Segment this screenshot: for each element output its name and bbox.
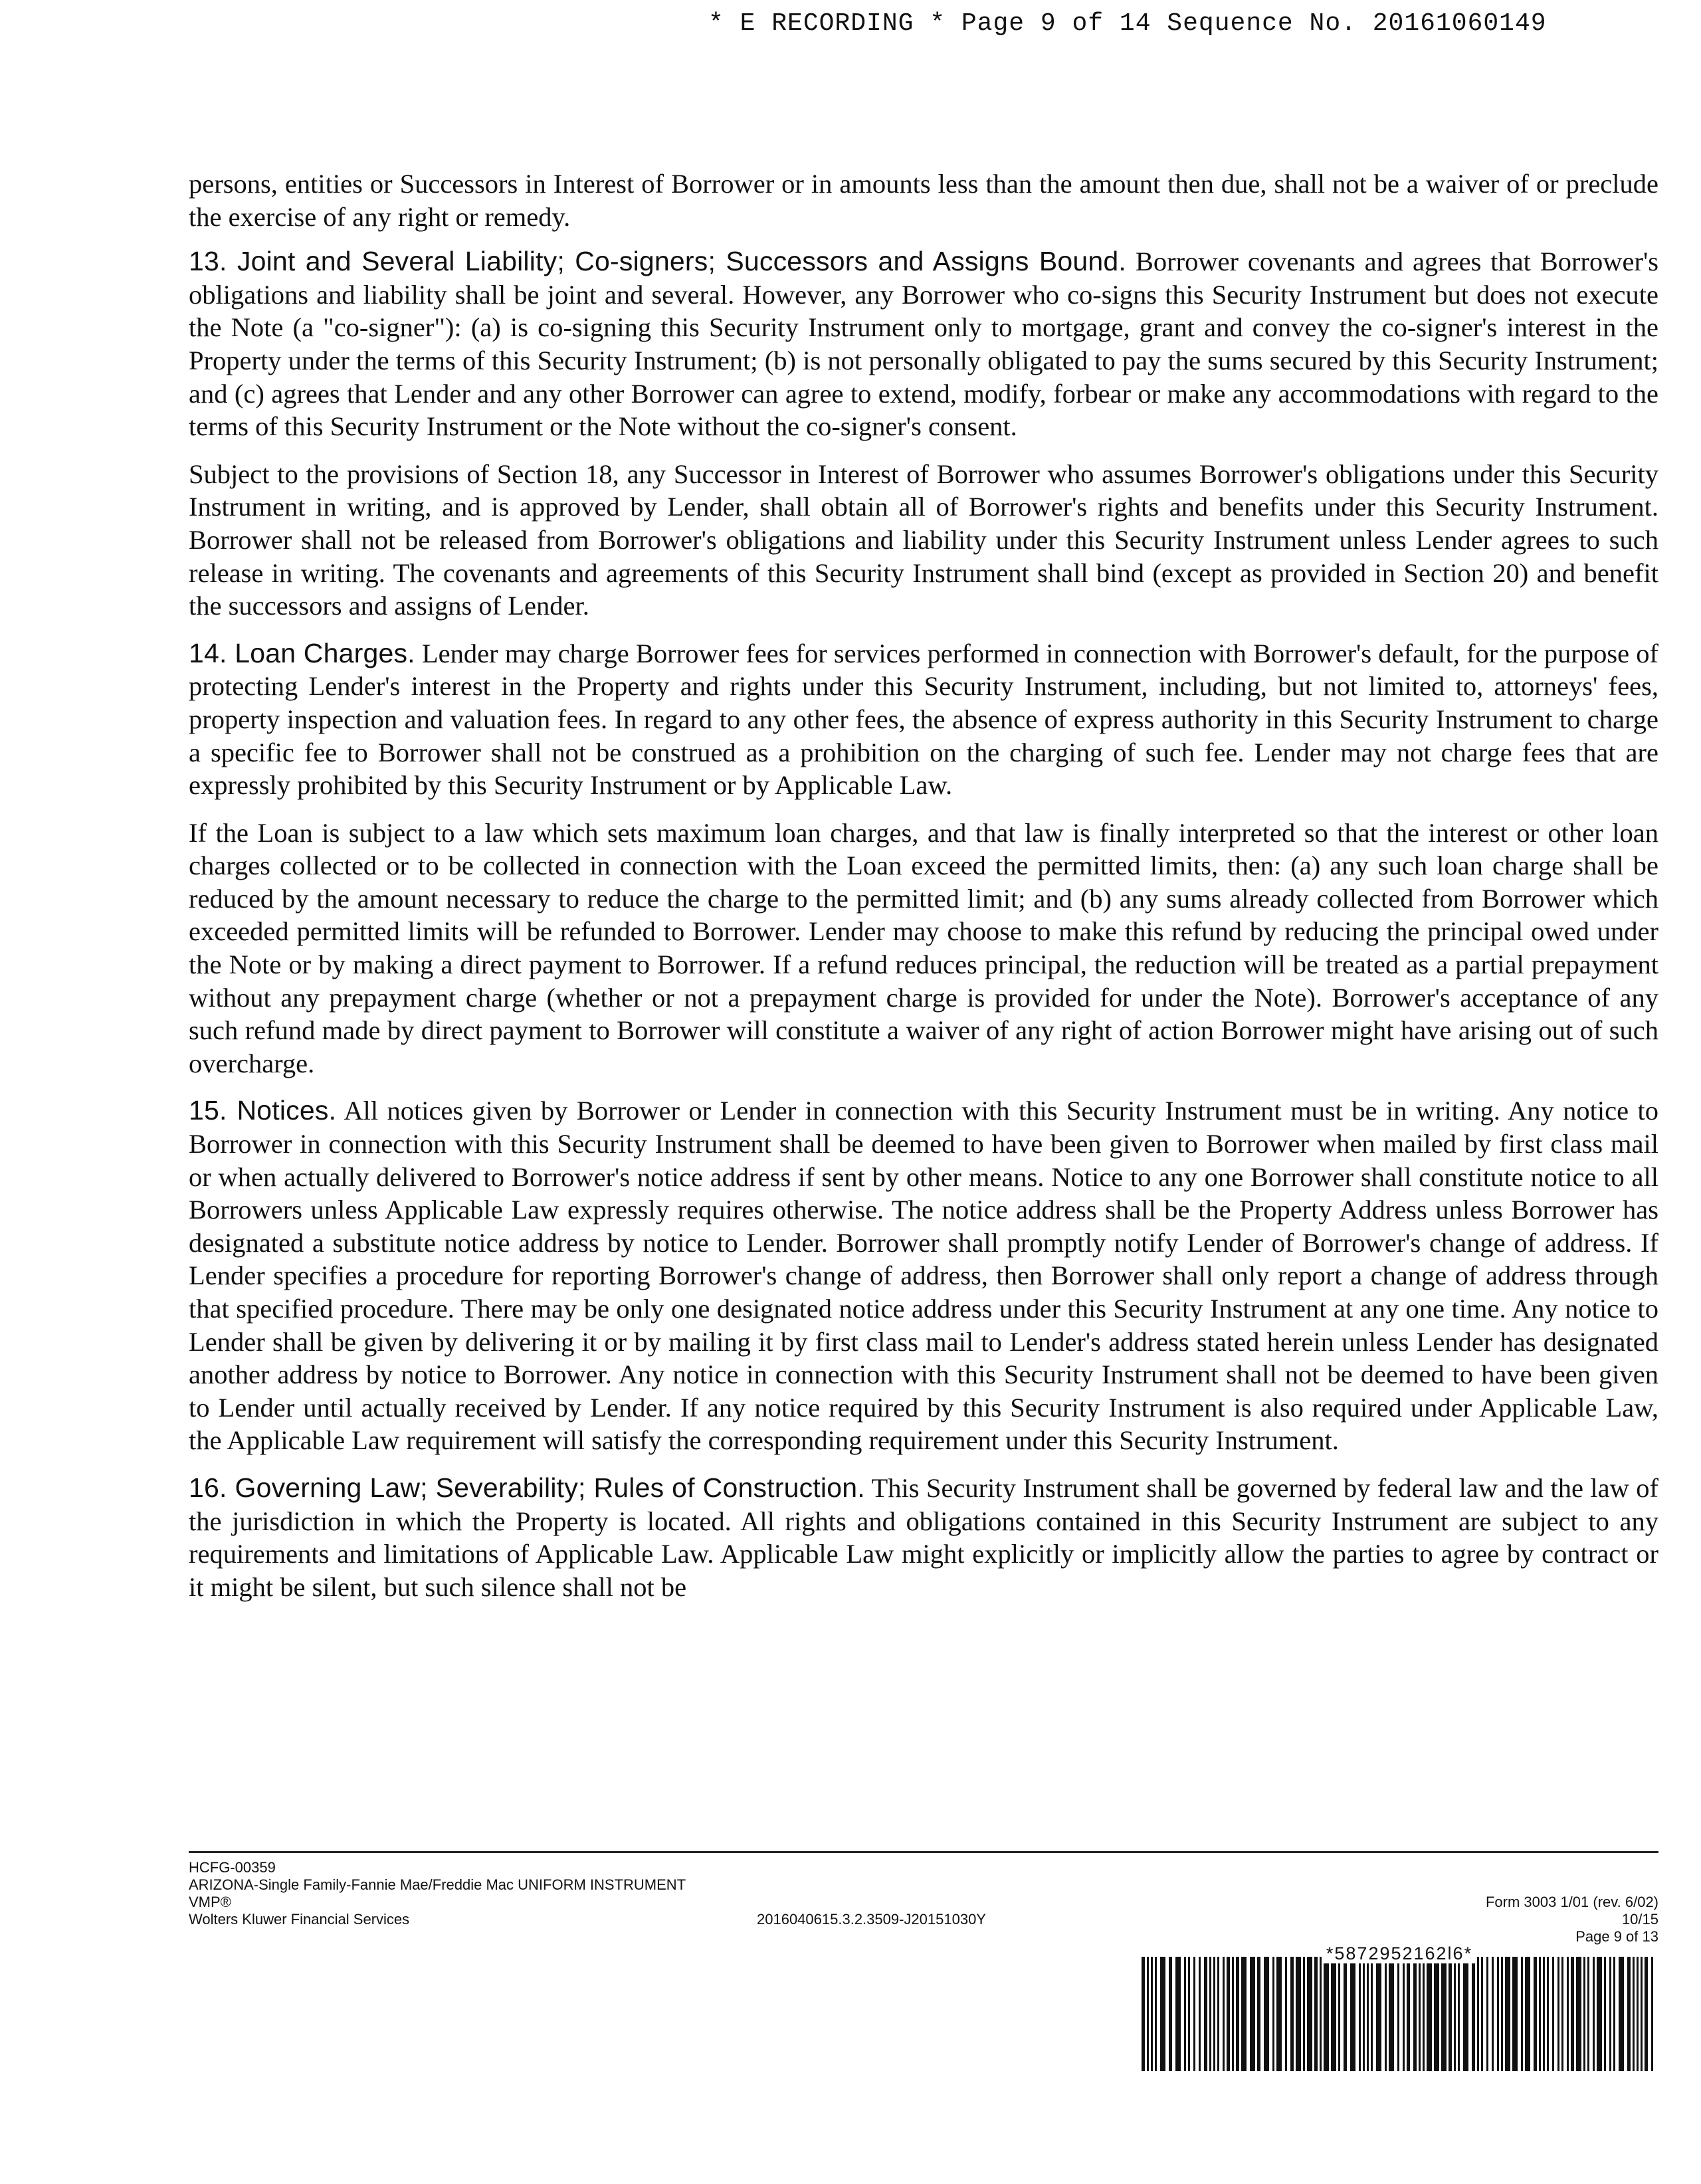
barcode-bar xyxy=(1264,1957,1269,2071)
barcode-bar xyxy=(1188,1957,1190,2071)
barcode-bar xyxy=(1419,1957,1421,2071)
barcode-bar xyxy=(1403,1957,1405,2071)
barcode-bar xyxy=(1637,1957,1639,2071)
barcode-bar xyxy=(1547,1957,1549,2071)
barcode-bar xyxy=(1472,1957,1475,2071)
barcode-bar xyxy=(1199,1957,1201,2071)
barcode-bar xyxy=(1338,1957,1340,2071)
recording-header: * E RECORDING * Page 9 of 14 Sequence No. 20161060149 xyxy=(708,9,1547,38)
barcode-bar xyxy=(1290,1957,1294,2071)
barcode xyxy=(1140,1943,1658,2071)
barcode-bar xyxy=(1613,1957,1615,2071)
barcode-bar xyxy=(1385,1957,1387,2071)
barcode-bar xyxy=(1481,1957,1483,2071)
barcode-bar xyxy=(1557,1957,1559,2071)
barcode-bar xyxy=(1539,1957,1541,2071)
section-14-paragraph-2: If the Loan is subject to a law which sets maximum loan charges, and that law is finally interpreted so that the interest or other loan charges collected or to be collected in connection with the Loan exceed the permitted limits, then: (a) any such loan charge shall be reduced by the amount necessary to reduce the charge to the permitted limit; and (b) any sums already collected from Borrower which exceeded permitted limits will be refunded to Borrower. Lender may choose to make this refund by reducing the principal owed under the Note or by making a direct payment to Borrower. If a refund reduces principal, the reduction will be treated as a partial prepayment without any prepayment charge (whether or not a prepayment charge is provided for under the Note). Borrower's acceptance of any such refund made by direct payment to Borrower will constitute a waiver of any right of action Borrower might have arising out of such overcharge. xyxy=(189,817,1658,1078)
barcode-bar xyxy=(1147,1957,1149,2071)
barcode-bar xyxy=(1241,1957,1247,2071)
barcode-bar xyxy=(1633,1957,1635,2071)
instrument-title: ARIZONA-Single Family-Fannie Mae/Freddie Mac UNIFORM INSTRUMENT xyxy=(189,1876,686,1893)
barcode-bar xyxy=(1236,1957,1239,2071)
barcode-bar xyxy=(1407,1957,1410,2071)
barcode-bar xyxy=(1463,1957,1468,2071)
barcode-bar xyxy=(1397,1957,1399,2071)
barcode-bar xyxy=(1331,1957,1336,2071)
barcode-bar xyxy=(1534,1957,1537,2071)
barcode-bar xyxy=(1512,1957,1518,2071)
barcode-bar xyxy=(1641,1957,1643,2071)
barcode-bar xyxy=(1413,1957,1417,2071)
barcode-bar xyxy=(1227,1957,1230,2071)
barcode-bar xyxy=(1151,1957,1153,2071)
barcode-bar xyxy=(1576,1957,1581,2071)
barcode-bar xyxy=(1184,1957,1186,2071)
paragraph-continuation: persons, entities or Successors in Interest of Borrower or in amounts less than the amount then due, shall not be a waiver of or preclude the exercise of any right or remedy. xyxy=(189,169,1658,232)
barcode-bar xyxy=(1363,1957,1365,2071)
barcode-bar xyxy=(1497,1957,1499,2071)
barcode-bar xyxy=(1619,1957,1624,2071)
section-14 xyxy=(189,637,1658,802)
form-number: Form 3003 1/01 (rev. 6/02) xyxy=(1485,1894,1658,1910)
form-code: HCFG-00359 xyxy=(189,1859,276,1876)
barcode-bar xyxy=(1458,1957,1460,2071)
barcode-bar xyxy=(1169,1957,1172,2071)
barcode-bar xyxy=(1272,1957,1274,2071)
page-number: Page 9 of 13 xyxy=(1575,1928,1658,1945)
section-13 xyxy=(189,245,1658,443)
vmp-mark: VMP® xyxy=(189,1894,231,1910)
footer-right xyxy=(1486,1894,1658,1945)
section-14-title: 14. Loan Charges. xyxy=(189,637,415,668)
barcode-bar xyxy=(1525,1957,1530,2071)
barcode-bar xyxy=(1505,1957,1510,2071)
barcode-bar xyxy=(1320,1957,1322,2071)
barcode-bar xyxy=(1232,1957,1234,2071)
barcode-bar xyxy=(1155,1957,1157,2071)
barcode-bar xyxy=(1552,1957,1554,2071)
barcode-bar xyxy=(1314,1957,1318,2071)
barcode-bar xyxy=(1359,1957,1361,2071)
barcode-bar xyxy=(1593,1957,1595,2071)
barcode-bar xyxy=(1344,1957,1347,2071)
barcode-bar xyxy=(1423,1957,1425,2071)
barcode-bar xyxy=(1160,1957,1165,2071)
section-13-title: 13. Joint and Several Liability; Co-signers; Successors and Assigns Bound. xyxy=(189,246,1126,277)
section-15-body: All notices given by Borrower or Lender in connection with this Security Instrument must be in writing. Any notice to Borrower in connection with this Security Instrument shall be deemed to have been given to Borrower when mailed by first class mail or when actually delivered to Borrower's notice address if sent by other means. Notice to any one Borrower shall constitute notice to all Borrowers unless Applicable Law expressly requires otherwise. The notice address shall be the Property Address unless Borrower has designated a substitute notice address by notice to Lender. Borrower shall promptly notify Lender of Borrower's change of address. If Lender specifies a procedure for reporting Borrower's change of address, then Borrower shall only report a change of address through that specified procedure. There may be only one designated notice address under this Security Instrument at any one time. Any notice to Lender shall be given by delivering it or by mailing it by first class mail to Lender's address stated herein unless Lender has designated another address by notice to Borrower. Any notice in connection with this Security Instrument shall not be deemed to have been given to Lender until actually received by Lender. If any notice required by this Security Instrument is also required under Applicable Law, the Applicable Law requirement will satisfy the corresponding requirement under this Security Instrument. xyxy=(189,1096,1658,1456)
barcode-bar xyxy=(1376,1957,1381,2071)
barcode-bar xyxy=(1296,1957,1301,2071)
barcode-bar xyxy=(1204,1957,1207,2071)
barcode-bar xyxy=(1627,1957,1631,2071)
section-13-body: Borrower covenants and agrees that Borrower's obligations and liability shall be joint and several. However, any Borrower who co-signs this Security Instrument but does not execute the Note (a "co-signer"): (a) is co-signing this Security Instrument only to mortgage, grant and convey the co-signer's interest in the Property under the terms of this Security Instrument; (b) is not personally obligated to pay the sums secured by this Security Instrument; and (c) agrees that Lender and any other Borrower can agree to extend, modify, forbear or make any accommodations with regard to the terms of this Security Instrument or the Note without the co-signer's consent. xyxy=(189,247,1659,442)
barcode-bar xyxy=(1587,1957,1589,2071)
barcode-bar xyxy=(1571,1957,1574,2071)
barcode-bar xyxy=(1324,1957,1329,2071)
footer-divider xyxy=(189,1851,1658,1853)
barcode-bar xyxy=(1597,1957,1602,2071)
section-14-body: Lender may charge Borrower fees for services performed in connection with Borrower's default, for the purpose of protecting Lender's interest in the Property and rights under this Security Instrument, including, but not limited to, attorneys' fees, property inspection and valuation fees. In regard to any other fees, the absence of express authority in this Security Instrument to charge a specific fee to Borrower shall not be construed as a prohibition on the charging of such fee. Lender may not charge fees that are expressly prohibited by this Security Instrument or by Applicable Law. xyxy=(189,638,1659,801)
section-15-title: 15. Notices. xyxy=(189,1095,337,1126)
barcode-bar xyxy=(1492,1957,1494,2071)
barcode-bar xyxy=(1213,1957,1215,2071)
barcode-bar xyxy=(1501,1957,1503,2071)
barcode-bar xyxy=(1389,1957,1394,2071)
barcode-bar xyxy=(1142,1957,1145,2071)
section-13-paragraph-2: Subject to the provisions of Section 18, any Successor in Interest of Borrower who assumes Borrower's obligations under this Security Instrument in writing, and is approved by Lender, shall obtain all of Borrower's rights and benefits under this Security Instrument. Borrower shall not be released from Borrower's obligations and liability under this Security Instrument unless Lender agrees to such release in writing. The covenants and agreements of this Security Instrument shall bind (except as provided in Section 20) and benefit the successors and assigns of Lender. xyxy=(189,458,1658,621)
section-16-body: This Security Instrument shall be governed by federal law and the law of the jurisdiction in which the Property is located. All rights and obligations contained in this Security Instrument are subject to any requirements and limitations of Applicable Law. Applicable Law might explicitly or implicitly allow the parties to agree by contract or it might be silent, but such silence shall not be xyxy=(189,1472,1658,1602)
barcode-bar xyxy=(1303,1957,1305,2071)
publisher-name: Wolters Kluwer Financial Services xyxy=(189,1911,410,1928)
barcode-bar xyxy=(1521,1957,1523,2071)
barcode-bar xyxy=(1486,1957,1488,2071)
barcode-bars xyxy=(1140,1957,1658,2071)
barcode-bar xyxy=(1567,1957,1569,2071)
barcode-bar xyxy=(1350,1957,1355,2071)
document-id: 2016040615.3.2.3509-J20151030Y xyxy=(757,1911,986,1928)
document-body xyxy=(189,167,1658,1618)
barcode-bar xyxy=(1427,1957,1432,2071)
barcode-bar xyxy=(1561,1957,1563,2071)
barcode-number: *5872952162l6* xyxy=(1140,1943,1658,1963)
form-revision: 10/15 xyxy=(1621,1911,1658,1928)
footer-left xyxy=(189,1859,686,1928)
section-16 xyxy=(189,1472,1658,1603)
barcode-bar xyxy=(1651,1957,1653,2071)
barcode-bar xyxy=(1609,1957,1611,2071)
barcode-bar xyxy=(1371,1957,1373,2071)
barcode-bar xyxy=(1543,1957,1545,2071)
barcode-bar xyxy=(1193,1957,1195,2071)
barcode-bar xyxy=(1257,1957,1260,2071)
barcode-bar xyxy=(1209,1957,1211,2071)
barcode-bar xyxy=(1645,1957,1648,2071)
barcode-bar xyxy=(1434,1957,1439,2071)
barcode-bar xyxy=(1449,1957,1452,2071)
barcode-bar xyxy=(1307,1957,1312,2071)
barcode-bar xyxy=(1175,1957,1181,2071)
section-15 xyxy=(189,1094,1658,1457)
barcode-bar xyxy=(1441,1957,1447,2071)
barcode-bar xyxy=(1250,1957,1255,2071)
barcode-bar xyxy=(1223,1957,1225,2071)
barcode-bar xyxy=(1276,1957,1282,2071)
barcode-bar xyxy=(1285,1957,1287,2071)
barcode-bar xyxy=(1454,1957,1456,2071)
barcode-bar xyxy=(1604,1957,1606,2071)
barcode-bar xyxy=(1477,1957,1479,2071)
barcode-bar xyxy=(1367,1957,1369,2071)
barcode-bar xyxy=(1583,1957,1585,2071)
section-16-title: 16. Governing Law; Severability; Rules of Construction. xyxy=(189,1472,865,1503)
barcode-bar xyxy=(1217,1957,1219,2071)
